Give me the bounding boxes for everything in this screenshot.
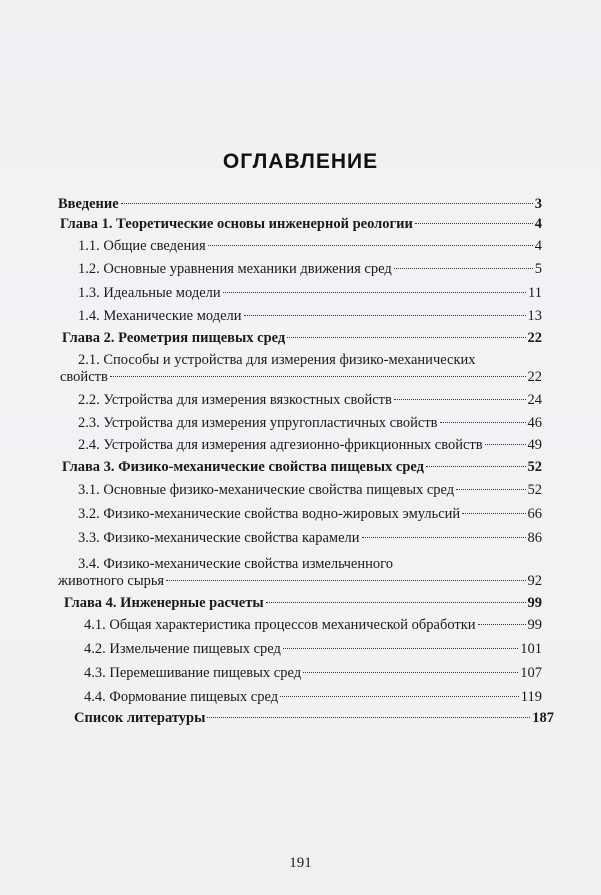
page-title: ОГЛАВЛЕНИЕ [222,150,379,173]
toc-entry [78,392,542,409]
toc-entry [84,689,542,706]
toc-entry-label: Глава 4. Инженерные расчеты [64,595,264,611]
toc-entry-label: 3.1. Основные физико-механические свойства пищевых сред [78,482,455,498]
toc-entry-page: 5 [534,261,542,277]
toc-entry [78,437,542,454]
dot-leader [462,513,525,514]
dot-leader [303,672,518,673]
toc-entry [78,506,542,523]
toc-entry-label: 4.4. Формование пищевых сред [84,689,279,705]
toc-entry-label-line1: 3.4. Физико-механические свойства измельченного [78,556,393,572]
toc-entry-page: 46 [527,415,542,431]
toc-entry-label: 1.2. Основные уравнения механики движения сред [78,261,392,277]
toc-entry-page: 22 [527,369,542,385]
toc-entry-label: 2.2. Устройства для измерения вязкостных свойств [78,392,392,408]
toc-entry-label: 2.3. Устройства для измерения упругопластичных свойств [78,415,438,431]
toc-entry-label: 2.4. Устройства для измерения адгезионно-фрикционных свойств [78,437,483,453]
toc-entry-label: 4.1. Общая характеристика процессов механической обработки [84,617,476,633]
toc-entry [62,330,542,347]
dot-leader [478,624,526,625]
toc-entry-page: 24 [527,392,542,408]
page-number: 191 [289,855,312,871]
toc-entry-page: 119 [520,689,542,705]
dot-leader [208,245,533,246]
toc-entry [58,196,542,213]
toc-entry-page: 66 [527,506,542,522]
toc-entry [64,595,542,612]
toc-entry-page: 107 [520,665,542,681]
dot-leader [280,696,519,697]
dot-leader [166,580,525,581]
toc-entry [62,459,542,476]
toc-entry-label: 4.3. Перемешивание пищевых сред [84,665,302,681]
toc-entry [78,238,542,255]
dot-leader [244,315,526,316]
toc-entry-label: 1.3. Идеальные модели [78,285,221,301]
toc-entry-page: 92 [527,573,542,589]
toc-entry-page: 22 [527,330,542,346]
toc-entry-page: 101 [520,641,542,657]
dot-leader [485,444,526,445]
dot-leader [207,717,530,718]
toc-entry-page: 99 [527,617,542,633]
dot-leader [394,268,533,269]
toc-entry-label: животного сырья [58,573,165,589]
dot-leader [283,648,518,649]
toc-entry [58,573,542,590]
dot-leader [456,489,525,490]
dot-leader [287,337,525,338]
toc-entry [84,641,542,658]
toc-entry-label: Глава 3. Физико-механические свойства пищевых сред [62,459,424,475]
toc-entry-label: 3.2. Физико-механические свойства водно-жировых эмульсий [78,506,461,522]
toc-entry [78,308,542,325]
toc-entry [78,285,542,302]
toc-entry-label: свойств [60,369,108,385]
dot-leader [362,537,526,538]
toc-entry [60,216,542,233]
dot-leader [415,223,533,224]
toc-entry-page: 11 [528,285,542,301]
toc-entry-page: 99 [527,595,542,611]
toc-entry-page: 86 [527,530,542,546]
toc-entry-label: 1.1. Общие сведения [78,238,206,254]
toc-entry-page: 49 [527,437,542,453]
toc-entry-label: 3.3. Физико-механические свойства карамели [78,530,360,546]
toc-entry-page: 4 [534,238,542,254]
toc-entry-page: 3 [534,196,542,212]
toc-entry [78,415,542,432]
toc-entry [78,530,542,547]
toc-entry [74,710,554,727]
toc-entry-label: 4.2. Измельчение пищевых сред [84,641,281,657]
dot-leader [121,203,533,204]
dot-leader [110,376,526,377]
toc-entry-label: Глава 2. Реометрия пищевых сред [62,330,286,346]
toc-entry-label-line1: 2.1. Способы и устройства для измерения физико-механических [78,352,476,368]
toc-entry [60,369,542,386]
toc-entry [78,482,542,499]
toc-entry-page: 52 [527,459,542,475]
toc-entry [84,617,542,634]
dot-leader [266,602,526,603]
dot-leader [440,422,526,423]
toc-entry-label: 1.4. Механические модели [78,308,242,324]
dot-leader [394,399,526,400]
toc-entry-page: 52 [527,482,542,498]
dot-leader [223,292,526,293]
toc-entry [84,665,542,682]
toc-entry-label: Введение [58,196,119,212]
dot-leader [426,466,526,467]
toc-entry-label: Глава 1. Теоретические основы инженерной реологии [60,216,413,232]
toc-entry-page: 187 [532,710,554,726]
toc-entry [78,261,542,278]
toc-entry-page: 13 [527,308,542,324]
toc-entry-label: Список литературы [74,710,206,726]
toc-entry-page: 4 [534,216,542,232]
